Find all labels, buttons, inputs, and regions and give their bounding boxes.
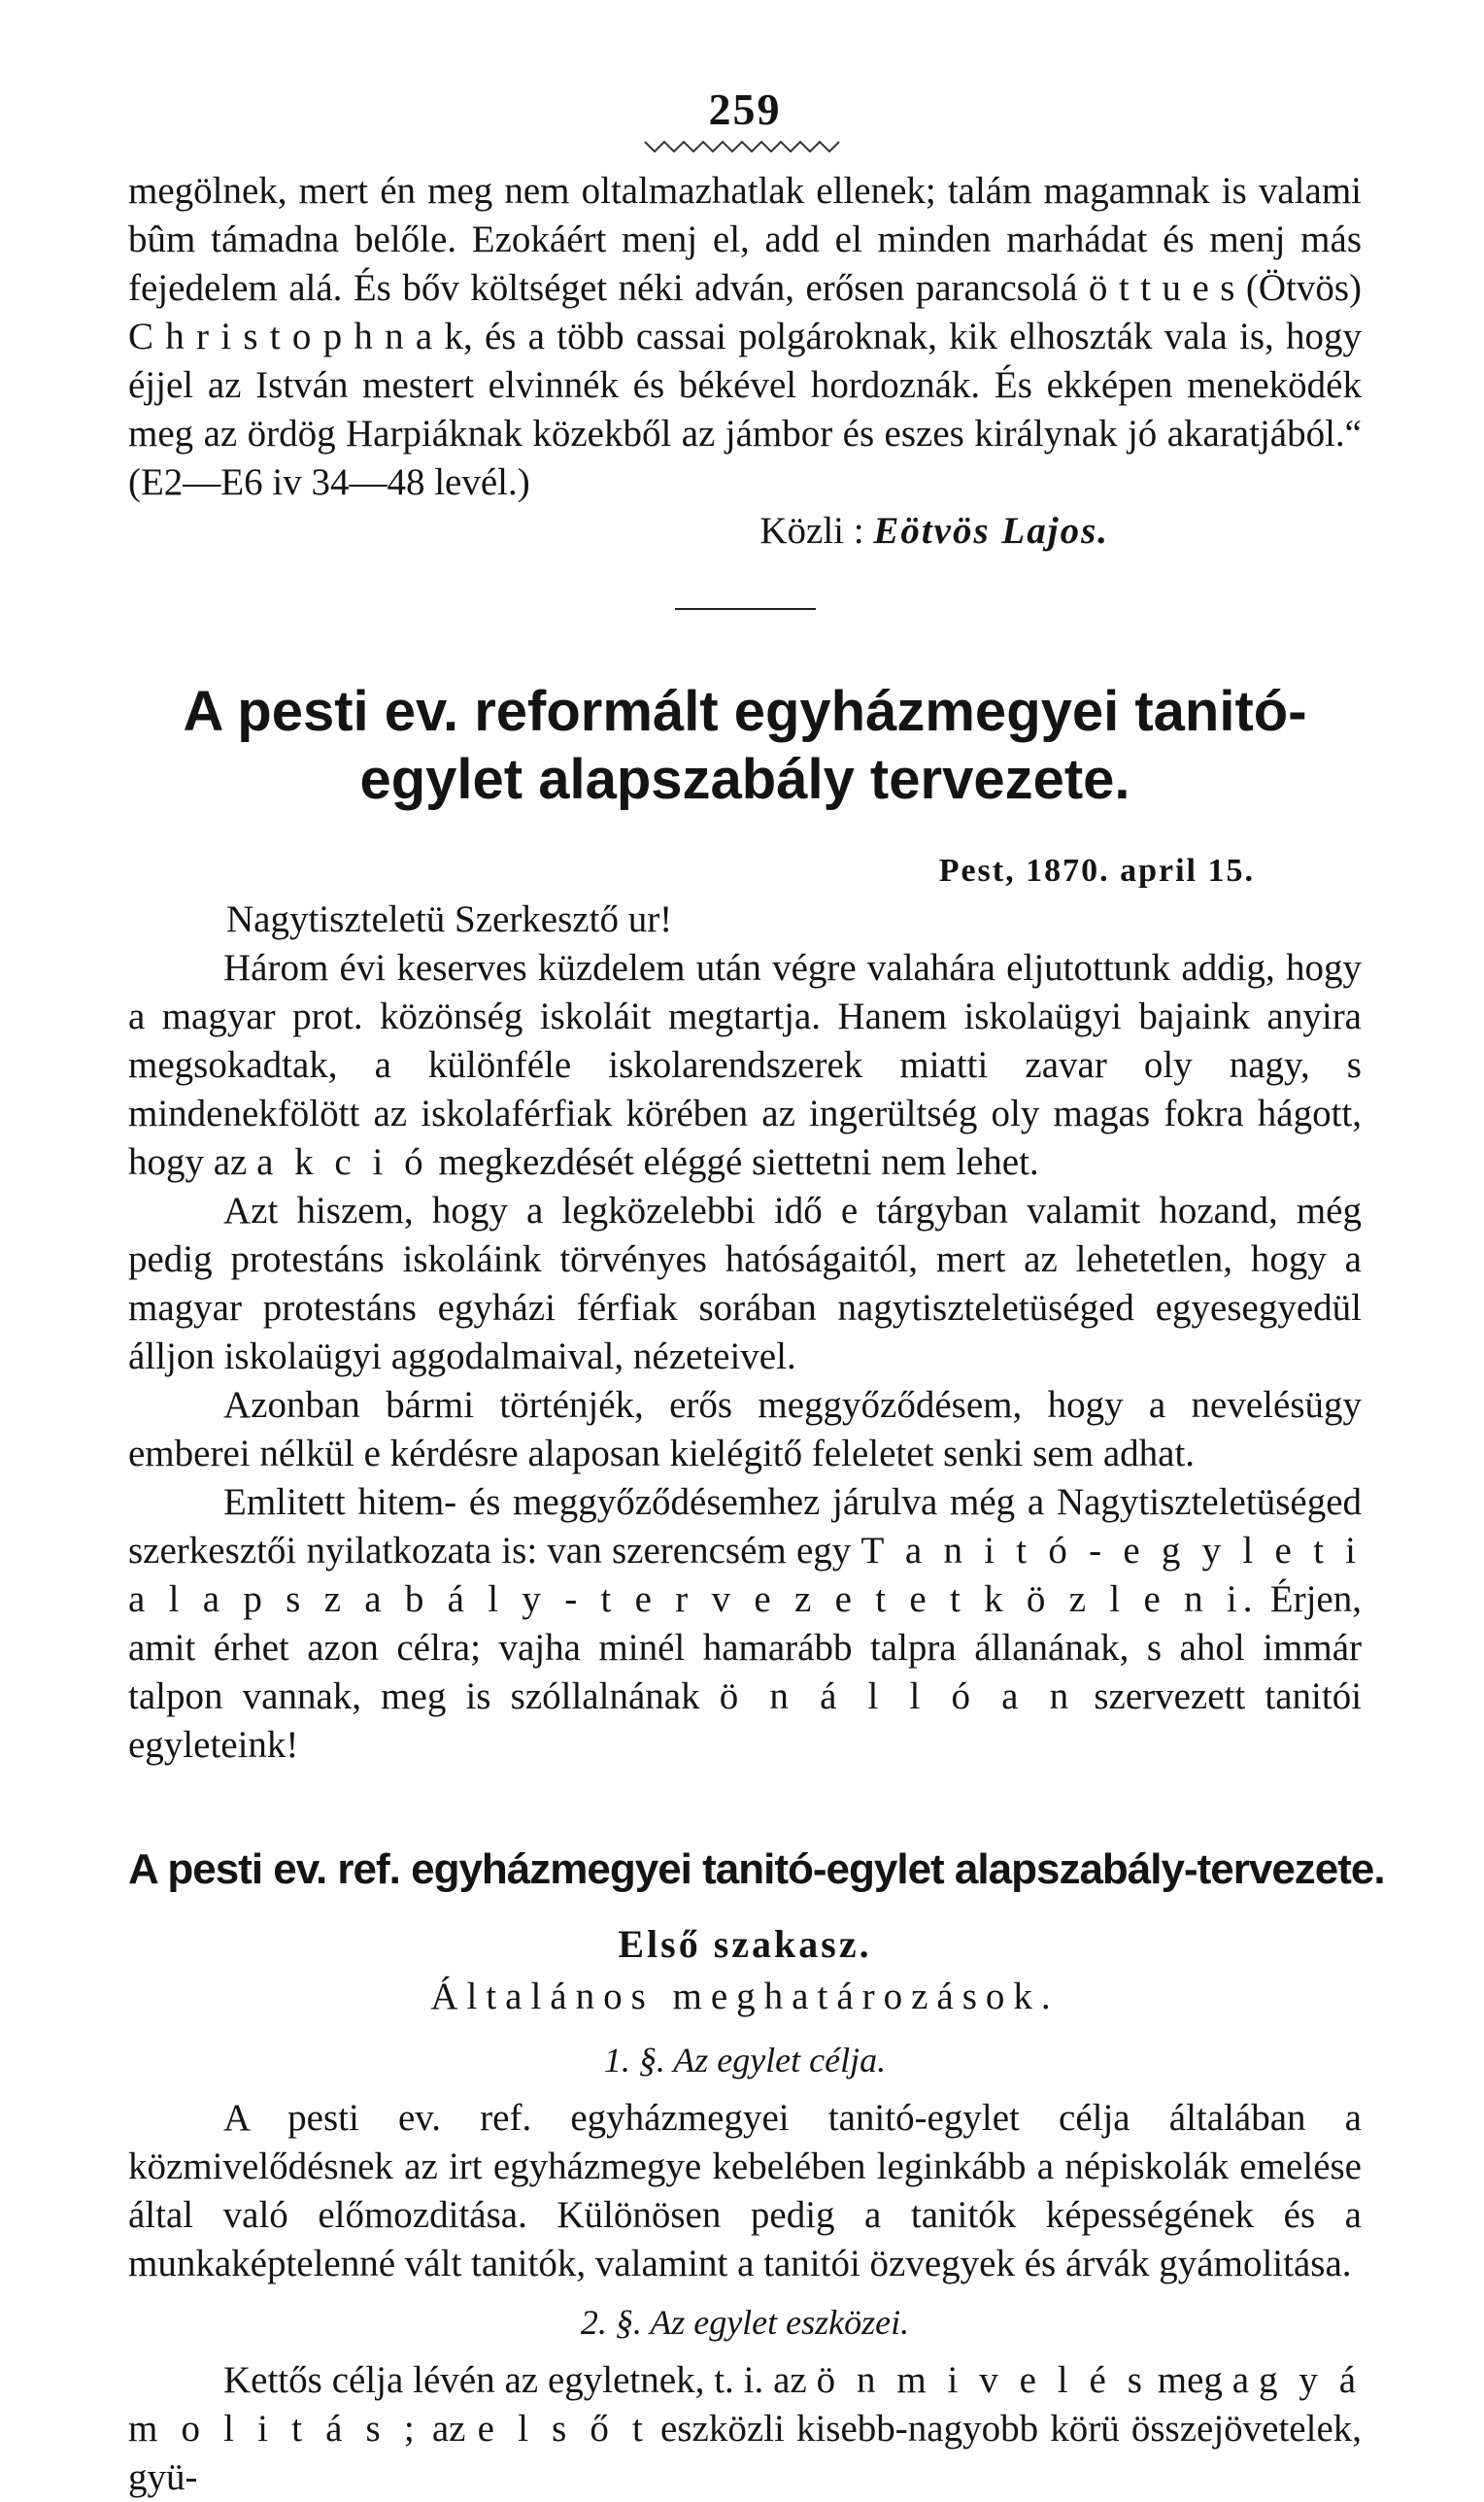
paragraph-1-heading: 1. §. Az egylet célja.: [603, 2041, 887, 2079]
paragraph-2-spaced-1: ö n m i v e l é s: [816, 2359, 1148, 2401]
letter-p4-mid: Érjen, amit érhet azon célra; vajha minél hamarább talpra állanának, s ahol immár talpon vannak, meg is szóllalnának: [128, 1578, 1362, 1717]
signature-label: Közli :: [759, 510, 864, 552]
letter-p4-start: Emlitett hitem- és meggyőződésemhez járulva még a Nagytiszteletüséged szerkesztői nyilatkozata is: van szerencsém egy: [128, 1481, 1362, 1572]
signature: [128, 507, 1362, 556]
decorative-wavy-rule: [643, 138, 847, 155]
dateline: Pest, 1870. april 15.: [938, 853, 1255, 889]
statute-body-2: [128, 2356, 1362, 2502]
salutation: Nagytiszteletü Szerkesztő ur!: [226, 898, 673, 940]
letter-paragraph-4: [128, 1478, 1362, 1770]
letter-p1-spaced: a k c i ó: [256, 1141, 429, 1183]
paragraph-2-heading: 2. §. Az egylet eszközei.: [580, 2303, 910, 2342]
paragraph-2-start: Kettős célja lévén az egyletnek, t. i. az: [223, 2359, 807, 2401]
paragraph-2-spaced-2: g y á m o l i t á s ;: [128, 2359, 1363, 2450]
paragraph-2-mid-2: az: [431, 2408, 466, 2450]
letter-p4-end: szervezett tanitói egyleteink!: [128, 1675, 1363, 1766]
paragraph-2-spaced-3: e l s ő t: [477, 2408, 649, 2450]
paragraph-2-end: eszközli kisebb-nagyobb körü összejövetelek, gyü-: [128, 2408, 1363, 2498]
letter-p4-spaced-2: ö n á l l ó a n: [719, 1675, 1075, 1717]
divider: [675, 608, 816, 610]
article-title: A pesti ev. reformált egyházmegyei tanitó-egylet alapszabály tervezete.: [183, 680, 1307, 811]
paragraph-2-mid-1: meg a: [1157, 2359, 1250, 2401]
letter-paragraph-2: Azt hiszem, hogy a legközelebbi idő e tárgyban valamit hozand, még pedig protestáns iskoláink törvényes hatóságaitól, mert az lehetetlen, hogy a magyar protestáns egyházi férfiak sorában nagytiszteletüséged egyesegyedül álljon iskolaügyi aggodalmaival, nézeteivel.: [128, 1190, 1362, 1377]
paragraph-1-text: A pesti ev. ref. egyházmegyei tanitó-egylet célja általában a közmivelődésnek az irt egyházmegye kebelében leginkább a népiskolák emelése által való előmozditása. Különösen pedig a tanitók képességének és a munkaképtelenné vált tanitók, valamint a tanitói özvegyek és árvák gyámolitása.: [128, 2097, 1362, 2284]
letter-p4-spaced: T a n i t ó - e g y l e t i a l a p s z a b á l y - t e r v e z e t e t k ö z l e n i.: [128, 1530, 1362, 1620]
signature-name: Eötvös Lajos.: [873, 510, 1109, 552]
letter-paragraph-3: Azonban bármi történjék, erős meggyőződésem, hogy a nevelésügy emberei nélkül e kérdésre alaposan kielégitő feleletet senki sem adhat.: [128, 1384, 1362, 1474]
paragraph-2-text: [128, 2356, 1362, 2502]
section-heading: Első szakasz.: [618, 1922, 872, 1966]
intro-paragraph: [128, 167, 1362, 507]
section-subtitle: Általános meghatározások.: [430, 1976, 1060, 2017]
statute-title: A pesti ev. ref. egyházmegyei tanitó-egylet alapszabály-tervezete.: [128, 1845, 1385, 1893]
page-number: 259: [708, 85, 782, 134]
letter-p1-text: Három évi keserves küzdelem után végre valahára eljutottunk addig, hogy a magyar prot. közönség iskoláit megtartja. Hanem iskolaügyi bajaink anyira megsokadtak, a különféle iskolarendszerek miatti zavar oly nagy, s mindenekfölött az iskolaférfiak körében az ingerültség oly magas fokra hágott, hogy az: [128, 947, 1362, 1183]
page: [128, 85, 1385, 2502]
letter-body: [128, 944, 1362, 1770]
statute-body-1: [128, 2094, 1362, 2288]
letter-p1-end: megkezdését eléggé siettetni nem lehet.: [438, 1141, 1039, 1183]
letter-paragraph-1: [128, 944, 1362, 1187]
intro-text: megölnek, mert én meg nem oltalmazhatlak ellenek; talám magamnak is valami bûm támadna belőle. Ezokáért menj el, add el minden marhádat és menj más fejedelem alá. És bőv költséget néki adván, erősen parancsolá ö t t u e s (Ötvös) C h r i s t o p h n a k, és a több cassai polgároknak, kik elhoszták vala is, hogy éjjel az István mestert elvinnék és békével hordoznák. És ekképen meneködék meg az ördög Harpiáknak közekből az jámbor és eszes királynak jó akaratjából.“ (E2—E6 iv 34—48 levél.): [128, 170, 1362, 503]
